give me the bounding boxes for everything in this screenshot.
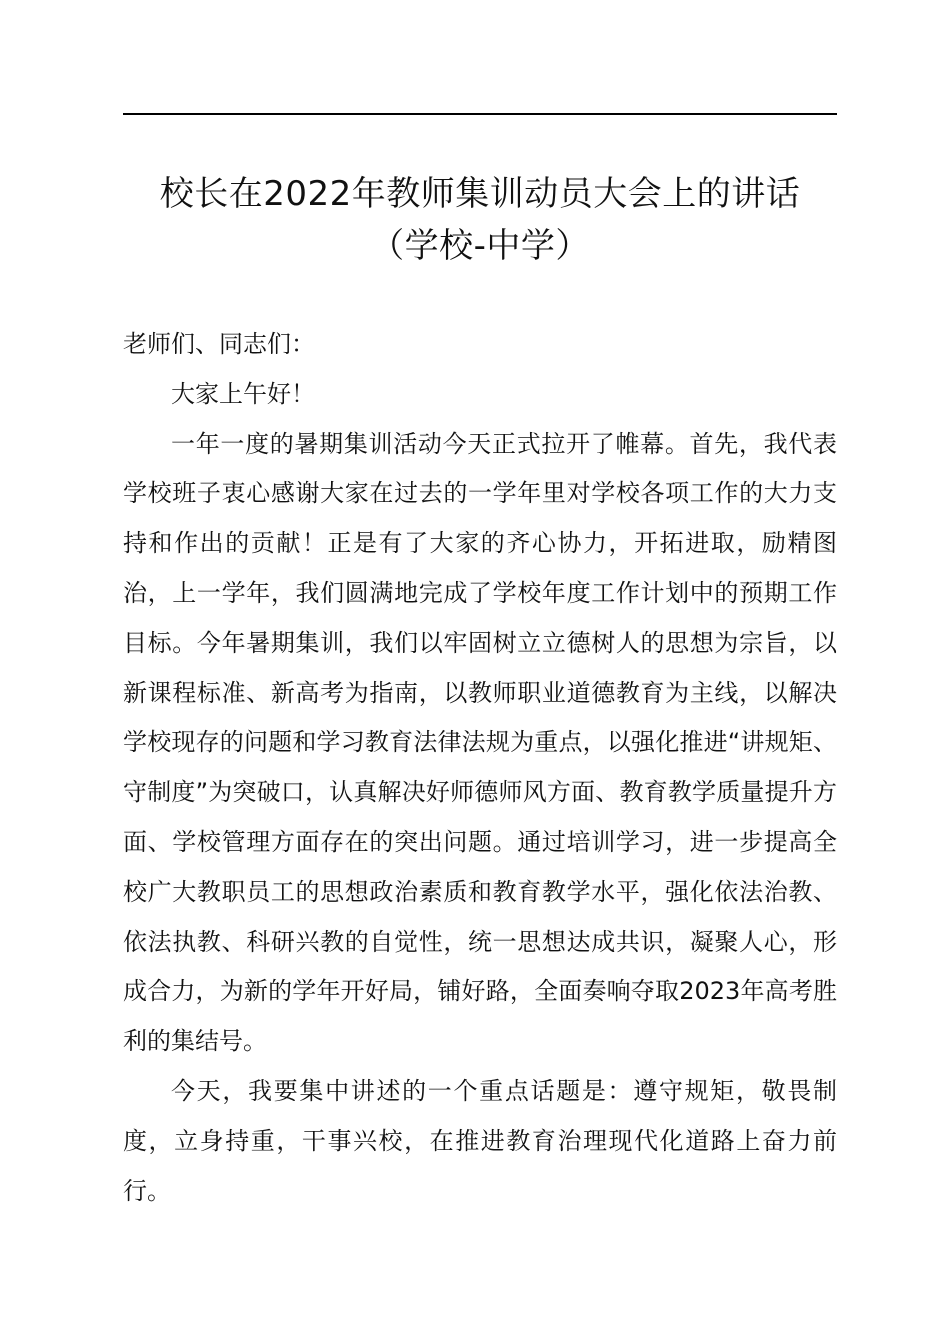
paragraph-greeting: 大家上午好！ — [171, 379, 315, 408]
salutation: 老师们、同志们： — [123, 330, 315, 358]
paragraph-topic: 今天，我要集中讲述的一个重点话题是：遵守规矩，敬畏制度，立身持重，干事兴校，在推进教育治理现代化道路上奋力前行。 — [123, 1076, 837, 1205]
title-line-2: （学校-中学） — [370, 226, 590, 266]
document-title — [123, 168, 837, 272]
paragraph-opening: 一年一度的暑期集训活动今天正式拉开了帷幕。首先，我代表学校班子衷心感谢大家在过去的一学年里对学校各项工作的大力支持和作出的贡献！正是有了大家的齐心协力，开拓进取，励精图治，上一学年，我们圆满地完成了学校年度工作计划中的预期工作目标。今年暑期集训，我们以牢固树立立德树人的思想为宗旨，以新课程标准、新高考为指南，以教师职业道德教育为主线，以解决学校现存的问题和学习教育法律法规为重点，以强化推进“讲规矩、守制度”为突破口，认真解决好师德师风方面、教育教学质量提升方面、学校管理方面存在的突出问题。通过培训学习，进一步提高全校广大教职员工的思想政治素质和教育教学水平，强化依法治教、依法执教、科研兴教的自觉性，统一思想达成共识，凝聚人心，形成合力，为新的学年开好局，铺好路，全面奏响夺取2023年高考胜利的集结号。 — [123, 429, 837, 1056]
title-line-1: 校长在2022年教师集训动员大会上的讲话 — [159, 174, 801, 214]
document-body — [123, 320, 837, 1216]
header-rule — [123, 113, 837, 115]
